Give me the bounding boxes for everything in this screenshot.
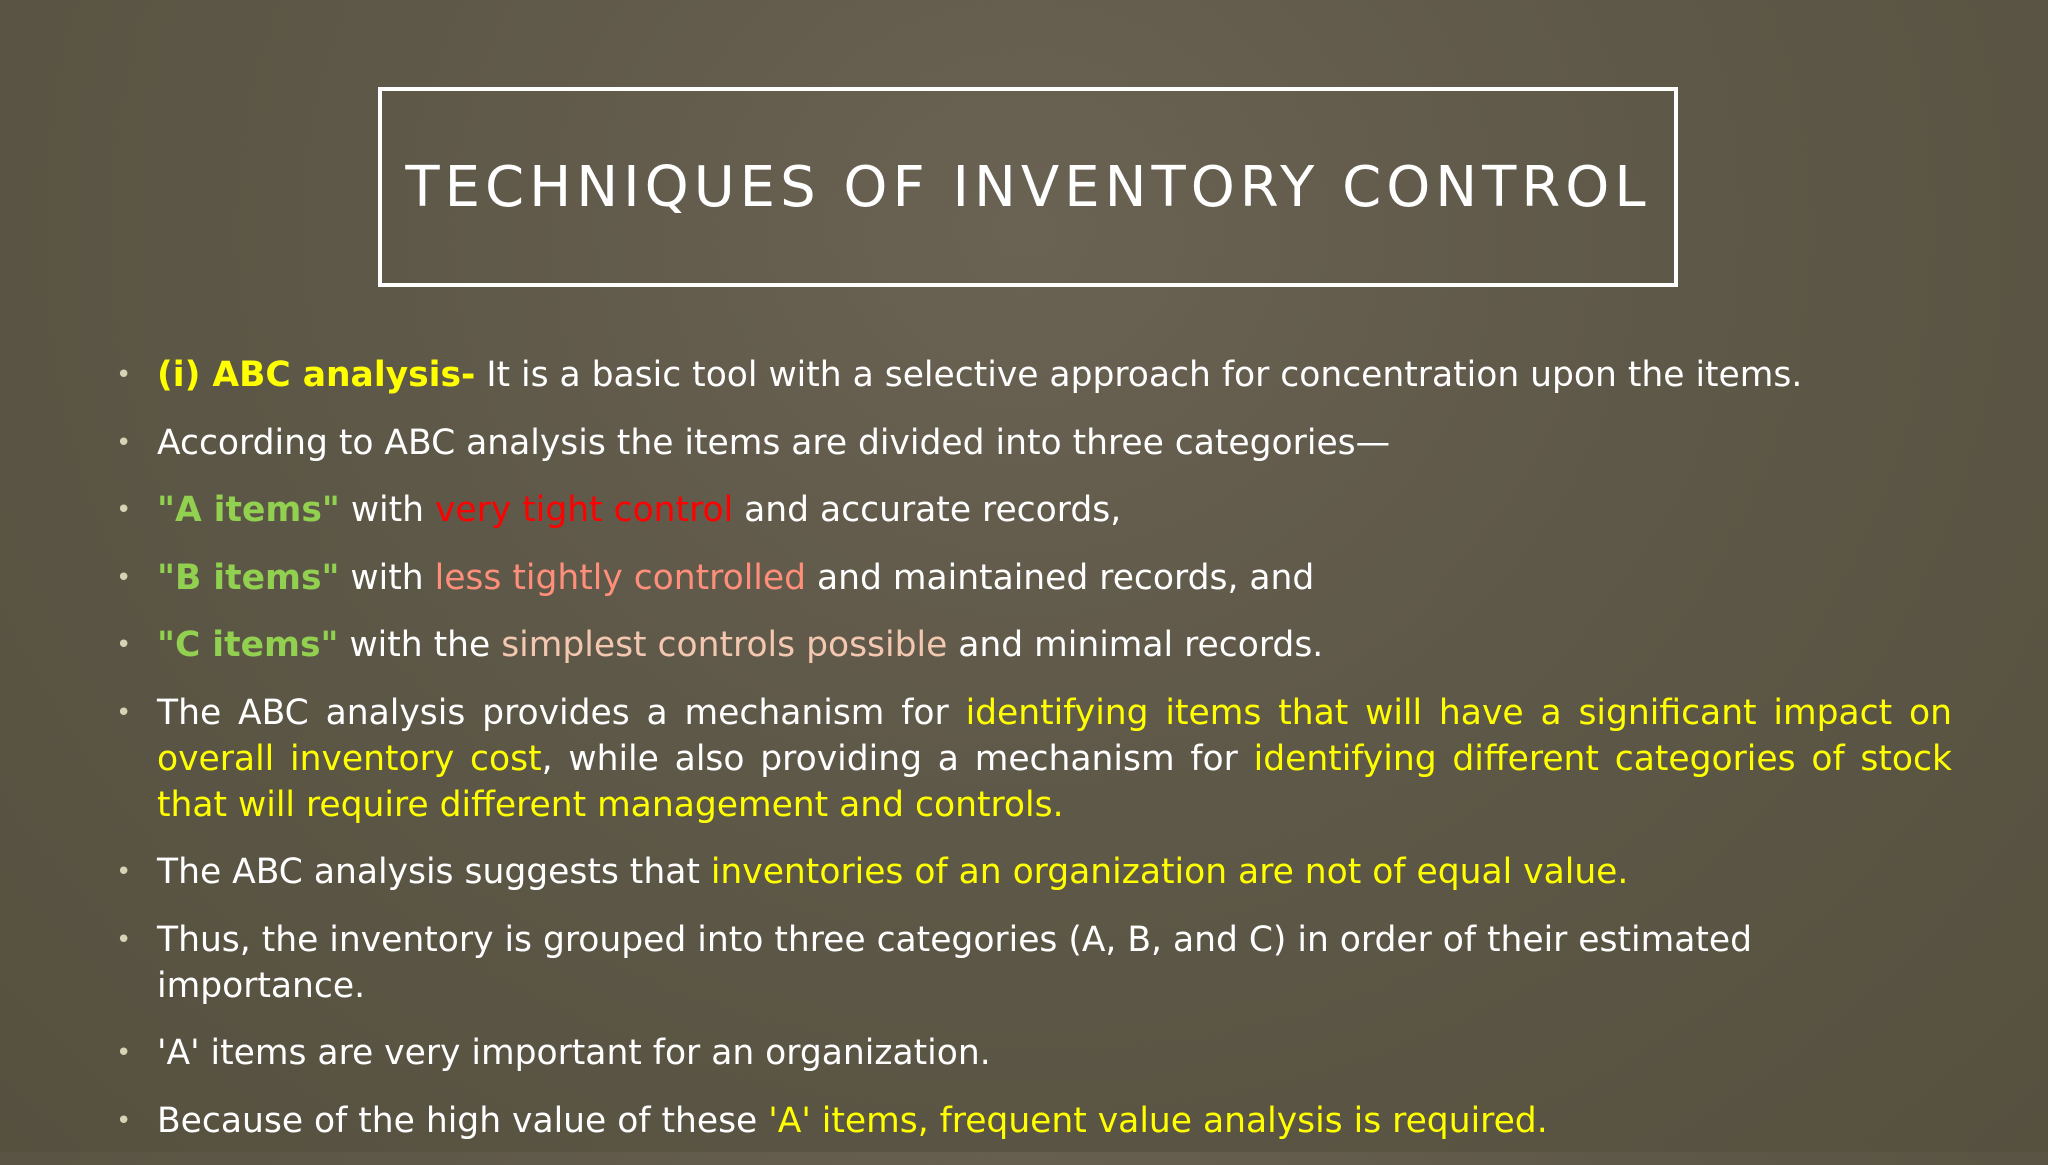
bullet-text: and accurate records, (733, 490, 1122, 530)
bullet-item (110, 352, 1952, 398)
bullet-text: and maintained records, and (806, 557, 1315, 598)
bullet-text: with (339, 557, 435, 598)
bullet-text: It is a basic tool with a selective approach for concentration upon the items. (475, 355, 1803, 395)
highlight-text: identifying different categories of stock that will require different management and controls. (157, 738, 1952, 825)
bullet-text: , while also providing a mechanism for (541, 738, 1254, 779)
a-items-label: "A items" (157, 490, 340, 530)
highlight-text: 'A' items, frequent value analysis is required. (768, 1100, 1548, 1141)
bullet-text: Thus, the inventory is grouped into three categories (A, B, and C) in order of their estimated importance. (157, 919, 1753, 1006)
bullet-text: The ABC analysis suggests that (157, 852, 711, 892)
bullet-item (110, 1030, 1952, 1076)
highlight-text: very tight control (435, 490, 734, 530)
bullet-dot-icon: • (116, 1105, 132, 1136)
highlight-text: less tightly controlled (434, 557, 807, 598)
highlight-text: simplest controls possible (501, 625, 948, 665)
title-box (378, 87, 1678, 287)
bullet-item (110, 917, 1952, 1009)
bullet-dot-icon: • (116, 630, 132, 660)
abc-heading: (i) ABC analysis- (157, 355, 476, 395)
bullet-dot-icon: • (116, 562, 132, 593)
bullet-text: and minimal records. (947, 625, 1324, 665)
highlight-text: identifying items that will have a significant impact on overall inventory cost (157, 692, 1952, 779)
bullet-text: 'A' items are very important for an organization. (157, 1033, 991, 1073)
bullet-item (110, 420, 1952, 466)
highlight-text: inventories of an organization are not of equal value. (710, 852, 1629, 892)
bullet-dot-icon: • (116, 427, 132, 458)
bullet-text: The ABC analysis provides a mechanism for (157, 692, 966, 733)
bullet-item (110, 487, 1952, 533)
c-items-label: "C items" (157, 625, 339, 665)
bullet-item (110, 690, 1952, 828)
bullet-list (110, 352, 1952, 1165)
bullet-item (110, 555, 1952, 601)
bullet-item (110, 849, 1952, 895)
bullet-dot-icon: • (116, 857, 132, 887)
slide-title: TECHNIQUES OF INVENTORY CONTROL (405, 154, 1651, 220)
bullet-text: with (339, 490, 436, 530)
bullet-dot-icon: • (116, 360, 132, 390)
bullet-dot-icon: • (116, 697, 132, 728)
bullet-text: Because of the high value of these (157, 1100, 769, 1141)
bullet-dot-icon: • (116, 1038, 132, 1068)
b-items-label: "B items" (157, 557, 340, 598)
bullet-text: with the (338, 625, 502, 665)
bullet-dot-icon: • (116, 924, 132, 955)
bullet-item (110, 1098, 1952, 1144)
bullet-text: According to ABC analysis the items are divided into three categories— (157, 422, 1391, 463)
bullet-dot-icon: • (116, 495, 132, 525)
bullet-item (110, 622, 1952, 668)
